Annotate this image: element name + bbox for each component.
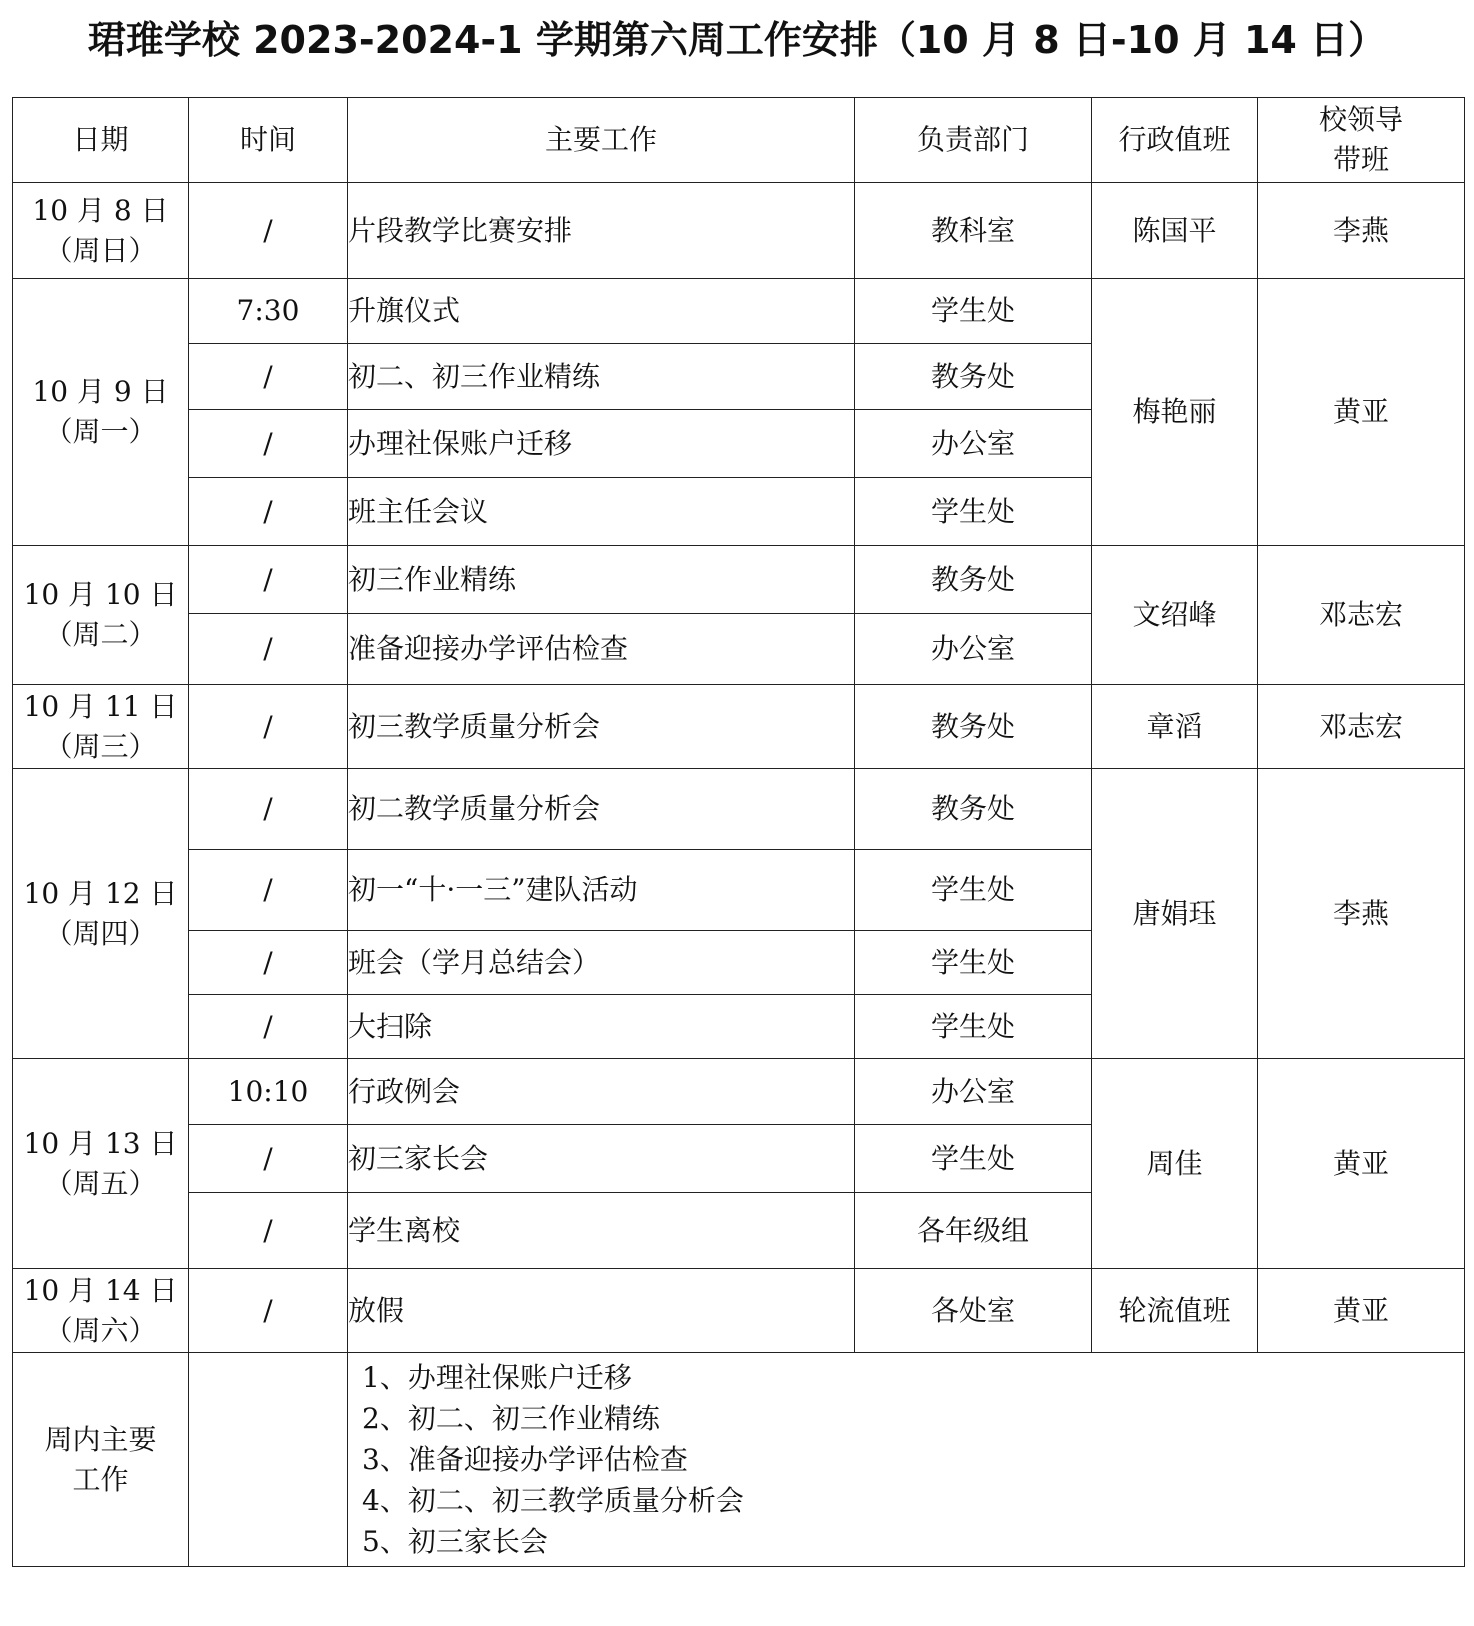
header-dept: 负责部门 xyxy=(855,98,1092,183)
header-leader-line1: 校领导 xyxy=(1318,103,1403,136)
dept-cell: 教务处 xyxy=(855,769,1092,850)
summary-item: 3、准备迎接办学评估检查 xyxy=(362,1443,688,1476)
date-cell xyxy=(13,183,189,279)
dept-cell: 学生处 xyxy=(855,1125,1092,1193)
dept-cell: 教科室 xyxy=(855,183,1092,279)
header-row xyxy=(13,98,1465,183)
table-row xyxy=(13,546,1465,614)
work-cell: 初一“十·一三”建队活动 xyxy=(348,850,855,931)
summary-empty-cell xyxy=(189,1353,348,1567)
table-row xyxy=(13,279,1465,344)
date-cell xyxy=(13,279,189,546)
work-cell: 大扫除 xyxy=(348,995,855,1059)
weekday-label: （周六） xyxy=(44,1313,157,1347)
work-cell: 初二、初三作业精练 xyxy=(348,344,855,410)
summary-item: 2、初二、初三作业精练 xyxy=(362,1402,660,1435)
leader-cell: 黄亚 xyxy=(1258,279,1465,546)
duty-cell: 梅艳丽 xyxy=(1092,279,1258,546)
summary-item: 4、初二、初三教学质量分析会 xyxy=(362,1484,744,1517)
date-cell xyxy=(13,685,189,769)
table-row xyxy=(13,1059,1465,1125)
weekday-label: （周三） xyxy=(44,729,157,763)
leader-cell: 邓志宏 xyxy=(1258,685,1465,769)
duty-cell: 唐娟珏 xyxy=(1092,769,1258,1059)
dept-cell: 学生处 xyxy=(855,279,1092,344)
duty-cell: 文绍峰 xyxy=(1092,546,1258,685)
work-cell: 升旗仪式 xyxy=(348,279,855,344)
time-cell: / xyxy=(189,614,348,685)
table-row xyxy=(13,769,1465,850)
time-cell: / xyxy=(189,1269,348,1353)
date-cell xyxy=(13,769,189,1059)
duty-cell: 轮流值班 xyxy=(1092,1269,1258,1353)
time-cell: 7:30 xyxy=(189,279,348,344)
summary-item: 5、初三家长会 xyxy=(362,1525,548,1558)
work-cell: 初三家长会 xyxy=(348,1125,855,1193)
date-label: 10 月 11 日 xyxy=(23,689,178,723)
table-row xyxy=(13,183,1465,279)
time-cell: / xyxy=(189,410,348,478)
duty-cell: 章滔 xyxy=(1092,685,1258,769)
dept-cell: 办公室 xyxy=(855,410,1092,478)
page-title: 珺琟学校 2023-2024-1 学期第六周工作安排（10 月 8 日-10 月 14 日） xyxy=(87,18,1387,62)
date-cell xyxy=(13,546,189,685)
leader-cell: 邓志宏 xyxy=(1258,546,1465,685)
dept-cell: 教务处 xyxy=(855,344,1092,410)
weekday-label: （周二） xyxy=(44,618,157,651)
leader-cell: 黄亚 xyxy=(1258,1059,1465,1269)
date-label: 10 月 9 日 xyxy=(32,375,169,408)
summary-content xyxy=(348,1353,1465,1567)
dept-cell: 学生处 xyxy=(855,478,1092,546)
date-label: 10 月 8 日 xyxy=(32,193,169,227)
time-cell: / xyxy=(189,546,348,614)
header-duty: 行政值班 xyxy=(1092,98,1258,183)
header-work: 主要工作 xyxy=(348,98,855,183)
leader-cell: 李燕 xyxy=(1258,769,1465,1059)
table-row xyxy=(13,1269,1465,1353)
time-cell: 10:10 xyxy=(189,1059,348,1125)
work-cell: 班会（学月总结会） xyxy=(348,931,855,995)
duty-cell: 周佳 xyxy=(1092,1059,1258,1269)
table-row xyxy=(13,685,1465,769)
work-cell: 学生离校 xyxy=(348,1193,855,1269)
summary-label xyxy=(13,1353,189,1567)
summary-list xyxy=(348,1353,1464,1566)
work-cell: 初三教学质量分析会 xyxy=(348,685,855,769)
dept-cell: 学生处 xyxy=(855,931,1092,995)
weekday-label: （周一） xyxy=(44,415,157,448)
time-cell: / xyxy=(189,183,348,279)
dept-cell: 办公室 xyxy=(855,614,1092,685)
time-cell: / xyxy=(189,850,348,931)
time-cell: / xyxy=(189,931,348,995)
leader-cell: 李燕 xyxy=(1258,183,1465,279)
summary-row xyxy=(13,1353,1465,1567)
summary-item: 1、办理社保账户迁移 xyxy=(362,1361,632,1394)
date-label: 10 月 14 日 xyxy=(23,1273,178,1307)
time-cell: / xyxy=(189,769,348,850)
dept-cell: 教务处 xyxy=(855,685,1092,769)
dept-cell: 各处室 xyxy=(855,1269,1092,1353)
work-cell: 片段教学比赛安排 xyxy=(348,183,855,279)
work-cell: 初三作业精练 xyxy=(348,546,855,614)
date-label: 10 月 10 日 xyxy=(23,578,178,611)
header-leader-line2: 带班 xyxy=(1332,143,1389,176)
time-cell: / xyxy=(189,995,348,1059)
time-cell: / xyxy=(189,478,348,546)
work-cell: 班主任会议 xyxy=(348,478,855,546)
date-cell xyxy=(13,1269,189,1353)
weekday-label: （周日） xyxy=(44,233,157,267)
weekday-label: （周四） xyxy=(44,916,157,950)
dept-cell: 学生处 xyxy=(855,995,1092,1059)
schedule-table xyxy=(12,97,1465,1567)
time-cell: / xyxy=(189,1193,348,1269)
work-cell: 准备迎接办学评估检查 xyxy=(348,614,855,685)
time-cell: / xyxy=(189,685,348,769)
work-cell: 放假 xyxy=(348,1269,855,1353)
duty-cell: 陈国平 xyxy=(1092,183,1258,279)
date-cell xyxy=(13,1059,189,1269)
header-leader xyxy=(1258,98,1465,183)
time-cell: / xyxy=(189,1125,348,1193)
date-label: 10 月 13 日 xyxy=(23,1126,178,1160)
header-time: 时间 xyxy=(189,98,348,183)
time-cell: / xyxy=(189,344,348,410)
dept-cell: 各年级组 xyxy=(855,1193,1092,1269)
leader-cell: 黄亚 xyxy=(1258,1269,1465,1353)
header-date: 日期 xyxy=(13,98,189,183)
work-cell: 初二教学质量分析会 xyxy=(348,769,855,850)
summary-label-line1: 周内主要 xyxy=(44,1422,157,1456)
weekday-label: （周五） xyxy=(44,1166,157,1200)
dept-cell: 教务处 xyxy=(855,546,1092,614)
dept-cell: 办公室 xyxy=(855,1059,1092,1125)
work-cell: 行政例会 xyxy=(348,1059,855,1125)
dept-cell: 学生处 xyxy=(855,850,1092,931)
date-label: 10 月 12 日 xyxy=(23,876,178,910)
work-cell: 办理社保账户迁移 xyxy=(348,410,855,478)
summary-label-line2: 工作 xyxy=(72,1462,129,1496)
